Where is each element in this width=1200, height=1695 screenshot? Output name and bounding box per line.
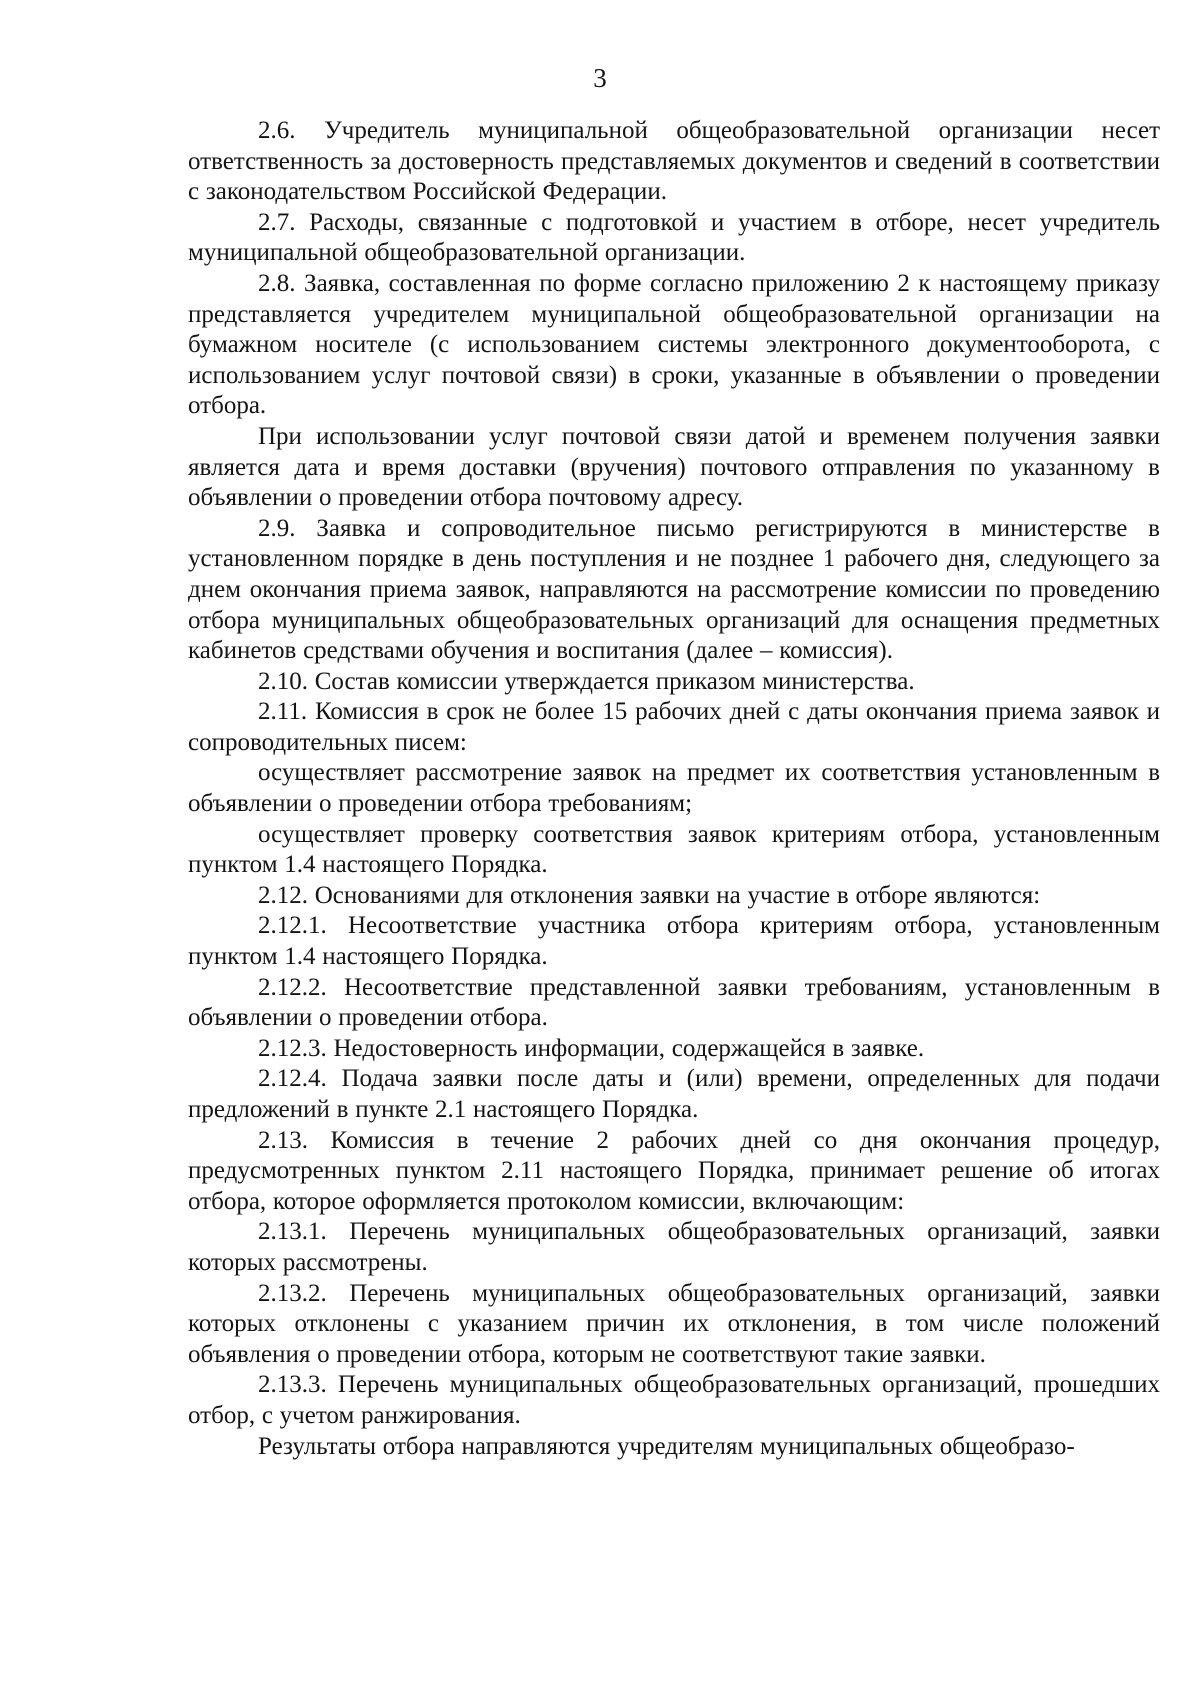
paragraph-2-13-2: 2.13.2. Перечень муниципальных общеобразовательных организаций, заявки которых отклонены с указанием причин их отклонения, в том числе положений объявления о проведении отбора, которым не соответствуют такие заявки. <box>188 1279 1160 1368</box>
paragraph-2-8: 2.8. Заявка, составленная по форме согласно приложению 2 к настоящему приказу представляется учредителем муниципальной общеобразовательной организации на бумажном носителе (с использованием системы электронного документооборота, с использованием услуг почтовой связи) в сроки, указанные в объявлении о проведении отбора. <box>188 269 1160 420</box>
paragraph-2-12-2: 2.12.2. Несоответствие представленной заявки требованиям, установленным в объявлении о проведении отбора. <box>188 973 1160 1032</box>
paragraph-2-11-check: осуществляет проверку соответствия заявок критериям отбора, установленным пунктом 1.4 настоящего Порядка. <box>188 820 1160 879</box>
page-number: 3 <box>593 63 607 93</box>
paragraph-2-13-1: 2.13.1. Перечень муниципальных общеобразовательных организаций, заявки которых рассмотрены. <box>188 1218 1160 1276</box>
paragraph-2-11-review: осуществляет рассмотрение заявок на предмет их соответствия установленным в объявлении о проведении отбора требованиям; <box>188 759 1160 818</box>
paragraph-2-13: 2.13. Комиссия в течение 2 рабочих дней со дня окончания процедур, предусмотренных пунктом 2.11 настоящего Порядка, принимает решение об итогах отбора, которое оформляется протоколом комиссии, включающим: <box>188 1126 1160 1215</box>
paragraph-2-9: 2.9. Заявка и сопроводительное письмо регистрируются в министерстве в установленном порядке в день поступления и не позднее 1 рабочего дня, следующего за днем окончания приема заявок, направляются на рассмотрение комиссии по проведению отбора муниципальных общеобразовательных организаций для оснащения предметных кабинетов средствами обучения и воспитания (далее – комиссия). <box>188 514 1160 665</box>
paragraph-2-7: 2.7. Расходы, связанные с подготовкой и участием в отборе, несет учредитель муниципальной общеобразовательной организации. <box>188 208 1160 267</box>
document-body <box>188 116 1160 1462</box>
paragraph-2-12-3: 2.12.3. Недостоверность информации, содержащейся в заявке. <box>258 1034 925 1062</box>
paragraph-2-12: 2.12. Основаниями для отклонения заявки на участие в отборе являются: <box>258 881 1041 909</box>
paragraph-2-13-3: 2.13.3. Перечень муниципальных общеобразовательных организаций, прошедших отбор, с учетом ранжирования. <box>188 1371 1160 1429</box>
paragraph-2-11: 2.11. Комиссия в срок не более 15 рабочих дней с даты окончания приема заявок и сопроводительных писем: <box>188 698 1160 756</box>
paragraph-2-12-4: 2.12.4. Подача заявки после даты и (или) времени, определенных для подачи предложений в пункте 2.1 настоящего Порядка. <box>188 1065 1160 1123</box>
paragraph-2-6: 2.6. Учредитель муниципальной общеобразовательной организации несет ответственность за достоверность представляемых документов и сведений в соответствии с законодательством Российской Федерации. <box>188 117 1160 206</box>
paragraph-2-12-1: 2.12.1. Несоответствие участника отбора критериям отбора, установленным пунктом 1.4 настоящего Порядка. <box>188 912 1160 971</box>
paragraph-postal-delivery: При использовании услуг почтовой связи датой и временем получения заявки является дата и время доставки (вручения) почтового отправления по указанному в объявлении о проведении отбора почтовому адресу. <box>188 422 1160 512</box>
paragraph-2-10: 2.10. Состав комиссии утверждается приказом министерства. <box>258 667 915 695</box>
paragraph-results: Результаты отбора направляются учредителям муниципальных общеобразо- <box>258 1432 1075 1460</box>
